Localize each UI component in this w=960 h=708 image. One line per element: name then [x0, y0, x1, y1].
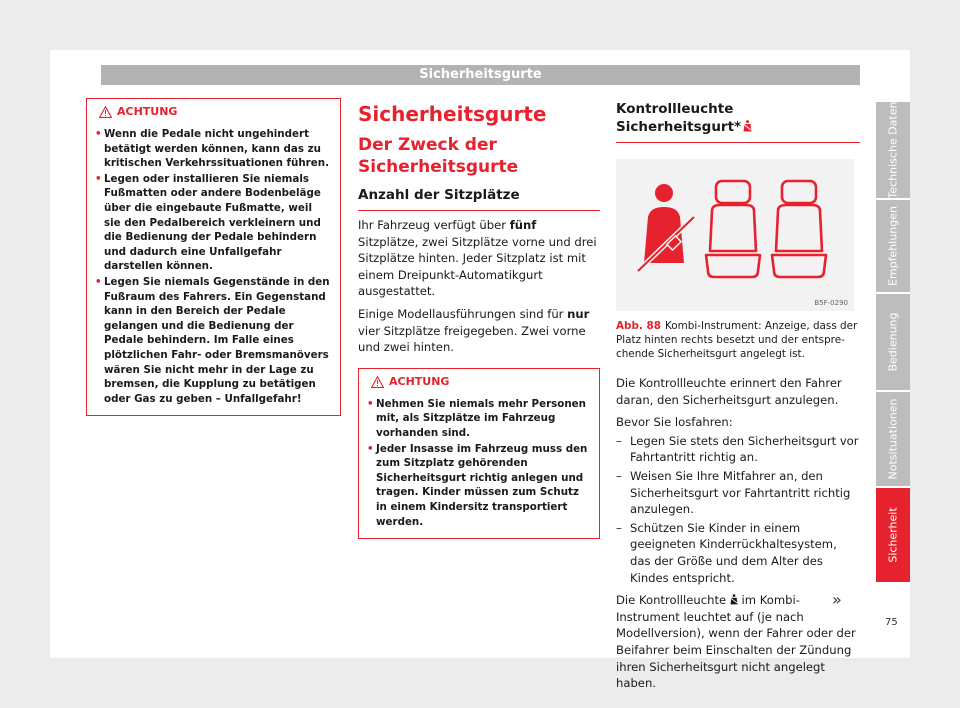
seatbelt-icon — [730, 594, 738, 605]
warning-triangle-icon — [99, 106, 112, 118]
warning-list — [359, 395, 599, 538]
middle-column — [358, 98, 600, 539]
side-tab-notsituationen[interactable]: Notsituationen — [876, 392, 910, 486]
subsection-title: Kontrollleuchte Sicherheitsgurt* — [616, 100, 860, 143]
side-tab-sicherheit[interactable]: Sicherheit — [876, 488, 910, 582]
middle-warning-box — [358, 368, 600, 539]
warning-item: • Nehmen Sie niemals mehr Personen mit, als Sitzplätze im Fahrzeug vorhanden sind. — [367, 397, 591, 441]
warning-item: • Legen oder installieren Sie niemals Fußmatten oder andere Bodenbeläge über die eingebaute Fußmatte, weil sie den Pedalbereich verkleinern und die Bedienung der Pedale behindern und dadurch eine Unfallgefahr darstellen können. — [95, 172, 332, 274]
figure-code: B5F-0290 — [814, 299, 848, 307]
section-title: Der Zweck der Sicherheitsgurte — [358, 135, 519, 177]
chapter-title: Sicherheitsgurte — [358, 102, 547, 126]
paragraph: Einige Modellausführungen sind für nur vier Sitzplätze freigegeben. Zwei vorne und zwei hinten. — [358, 306, 590, 355]
side-tab-empfehlungen[interactable]: Empfehlungen — [876, 200, 910, 292]
left-warning-box — [86, 98, 341, 416]
list-item: – Weisen Sie Ihre Mitfahrer an, den Sicherheitsgurt vor Fahrtantritt richtig anzulegen. — [616, 468, 860, 518]
warning-item: • Jeder Insasse im Fahrzeug muss den zum Sitzplatz gehörenden Sicherheitsgurt richtig anlegen und tragen. Kinder müssen zum Schutz in einem Kindersitz transportiert werden. — [367, 442, 591, 530]
figure-seatbelt-indicator — [616, 159, 854, 311]
right-column — [616, 100, 860, 692]
list-item: – Schützen Sie Kinder in einem geeigneten Kinderrückhaltesystem, das der Größe und dem Alter des Kindes entspricht. — [616, 520, 860, 586]
left-column — [86, 98, 341, 416]
paragraph: Bevor Sie losfahren: — [616, 415, 733, 430]
warning-header — [359, 369, 599, 395]
warning-title: ACHTUNG — [117, 105, 178, 118]
paragraph: Die Kontrollleuchte erinnert den Fahrer daran, den Sicherheitsgurt anzulegen. — [616, 376, 842, 407]
warning-title: ACHTUNG — [389, 374, 450, 388]
list-item: – Legen Sie stets den Sicherheitsgurt vor Fahrtantritt richtig an. — [616, 433, 860, 466]
warning-item: • Legen Sie niemals Gegenstände in den Fußraum des Fahrers. Ein Gegenstand kann in den Bereich der Pedale gelangen und die Bedienung der Pedale behindern. Im Falle eines plötzlichen Fahr- oder Bremsmanövers wären Sie nicht mehr in der Lage zu bremsen, die Kupplung zu betätigen oder Gas zu geben – Unfallgefahr! — [95, 275, 332, 406]
running-header: Sicherheitsgurte — [101, 65, 860, 85]
seatbelt-icon — [743, 120, 752, 132]
instruction-list — [616, 433, 860, 586]
continue-mark: » — [832, 590, 842, 609]
warning-item: • Wenn die Pedale nicht ungehindert betätigt werden können, kann das zu kritischen Verkehrssituationen führen. — [95, 127, 332, 171]
side-tab-technische-daten[interactable]: Technische Daten — [876, 102, 910, 198]
paragraph: Die Kontrollleuchte im Kombi-Instrument leuchtet auf (je nach Modellversion), wenn der Fahrer oder der Beifahrer beim Einschalten der Zündung ihren Sicherheitsgurt nicht angelegt haben. — [616, 593, 856, 691]
paragraph: Ihr Fahrzeug verfügt über fünf Sitzplätze, zwei Sitzplätze vorne und drei Sitzplätze hinten. Jeder Sitzplatz ist mit einem Dreipunkt-Automatikgurt ausgestattet. — [358, 218, 597, 299]
warning-list — [87, 125, 340, 415]
figure-caption: Abb. 88 Kombi-Instrument: Anzeige, dass der Platz hinten rechts besetzt und der entsprechende Sicherheitsgurt angelegt ist. — [616, 320, 858, 360]
warning-triangle-icon — [371, 376, 384, 388]
page-number: 75 — [885, 617, 898, 628]
instrument-illustration — [616, 159, 854, 311]
side-tab-bedienung[interactable]: Bedienung — [876, 294, 910, 390]
warning-header — [87, 99, 340, 125]
subsection-title: Anzahl der Sitzplätze — [358, 186, 600, 211]
